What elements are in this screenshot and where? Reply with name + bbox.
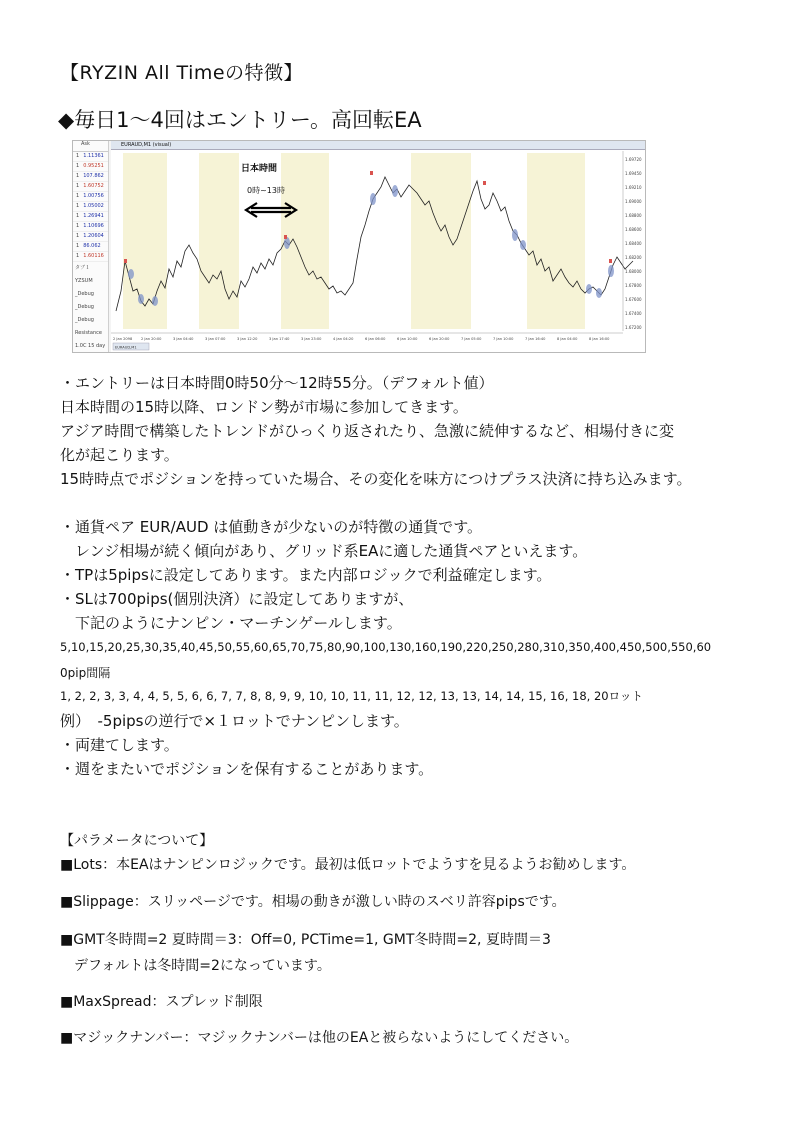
grid-interval-list: 5,10,15,20,25,30,35,40,45,50,55,60,65,70,75,80,90,100,130,160,190,220,250,280,310,350,400,450,500,550,60 <box>60 640 712 654</box>
svg-text:6 Jan 06:00: 6 Jan 06:00 <box>365 337 386 341</box>
svg-text:EURAUD,M1: EURAUD,M1 <box>115 345 137 350</box>
svg-text:8 Jan 04:00: 8 Jan 04:00 <box>557 337 578 341</box>
svg-text:1.68400: 1.68400 <box>625 241 642 246</box>
chart-screenshot <box>72 140 646 353</box>
param-slippage: ■Slippage：スリッページです。相場の動きが激しい時のスベリ許容pipsです。 <box>60 894 566 910</box>
svg-text:1.68200: 1.68200 <box>625 255 642 260</box>
svg-text:1.68000: 1.68000 <box>625 269 642 274</box>
chart-window-title: EURAUD,M1 (visual) <box>111 141 645 150</box>
annotation-range: 0時~13時 <box>247 186 285 195</box>
svg-text:7 Jan 16:40: 7 Jan 16:40 <box>525 337 546 341</box>
svg-text:6 Jan 20:00: 6 Jan 20:00 <box>429 337 450 341</box>
svg-text:1.69210: 1.69210 <box>625 185 642 190</box>
svg-text:8 Jan 16:00: 8 Jan 16:00 <box>589 337 610 341</box>
body-line: ・エントリーは日本時間0時50分〜12時55分。（デフォルト値） <box>60 374 494 392</box>
body-line: 下記のようにナンピン・マーチンゲールします。 <box>60 614 402 632</box>
svg-text:1.67800: 1.67800 <box>625 283 642 288</box>
section-heading: ◆毎日1〜4回はエントリー。高回転EA <box>58 108 422 132</box>
page-title: 【RYZIN All Timeの特徴】 <box>60 62 304 84</box>
svg-text:2 Jan 2098: 2 Jan 2098 <box>113 337 133 341</box>
svg-text:7 Jan 05:00: 7 Jan 05:00 <box>461 337 482 341</box>
svg-text:7 Jan 10:00: 7 Jan 10:00 <box>493 337 514 341</box>
svg-text:3 Jan 07:00: 3 Jan 07:00 <box>205 337 226 341</box>
svg-text:3 Jan 04:40: 3 Jan 04:40 <box>173 337 194 341</box>
svg-text:3 Jan 12:20: 3 Jan 12:20 <box>237 337 258 341</box>
annotation-title: 日本時間 <box>241 164 278 174</box>
param-lots: ■Lots：本EAはナンピンロジックです。最初は低ロットでようすを見るようお勧めします。 <box>60 857 636 873</box>
param-gmt-default: デフォルトは冬時間=2になっています。 <box>60 958 331 974</box>
svg-text:1.68800: 1.68800 <box>625 213 642 218</box>
body-line: 日本時間の15時以降、ロンドン勢が市場に参加してきます。 <box>60 398 468 416</box>
svg-text:1.68600: 1.68600 <box>625 227 642 232</box>
body-line: ・通貨ペア EUR/AUD は値動きが少ないのが特徴の通貨です。 <box>60 518 483 536</box>
body-line: レンジ相場が続く傾向があり、グリッド系EAに適した通貨ペアといえます。 <box>60 542 588 560</box>
svg-text:1.69000: 1.69000 <box>625 199 642 204</box>
body-line: ・両建てします。 <box>60 736 179 754</box>
body-line: 化が起こります。 <box>60 446 179 464</box>
market-watch-panel: Ask 1 1.11361 1 0.95251 1 107.862 1 1.60752 1 1.00756 1 1.05002 1 1.26941 1 1.10696 1 1.20604 1 86.062 1 1.60116 タブ１ YZSUM _Debug _Debug _Debug Resistance 1.0C 15 day <box>73 141 109 352</box>
svg-text:1.69450: 1.69450 <box>625 171 642 176</box>
grid-interval-unit: 0pip間隔 <box>60 666 111 680</box>
params-heading: 【パラメータについて】 <box>60 833 214 849</box>
svg-text:3 Jan 17:40: 3 Jan 17:40 <box>269 337 290 341</box>
body-line: ・週をまたいでポジションを保有することがあります。 <box>60 760 434 778</box>
lot-sequence-list: 1, 2, 2, 3, 3, 4, 4, 5, 5, 6, 6, 7, 7, 8, 8, 9, 9, 10, 10, 11, 11, 12, 12, 13, 13, 14, 14, 15, 16, 18, 20ロット <box>60 689 643 703</box>
param-gmt: ■GMT冬時間=2 夏時間＝3：Off=0, PCTime=1, GMT冬時間=2, 夏時間＝3 <box>60 932 551 948</box>
svg-text:1.69720: 1.69720 <box>625 157 642 162</box>
body-line: ・TPは5pipsに設定してあります。また内部ロジックで利益確定します。 <box>60 566 552 584</box>
svg-text:3 Jan 23:00: 3 Jan 23:00 <box>301 337 322 341</box>
svg-text:4 Jan 04:20: 4 Jan 04:20 <box>333 337 354 341</box>
param-maxspread: ■MaxSpread：スプレッド制限 <box>60 994 263 1010</box>
body-line: 例） -5pipsの逆行で×１ロットでナンピンします。 <box>60 712 409 730</box>
svg-text:6 Jan 10:00: 6 Jan 10:00 <box>397 337 418 341</box>
svg-text:1.67200: 1.67200 <box>625 325 642 330</box>
body-line: アジア時間で構築したトレンドがひっくり返されたり、急激に続伸するなど、相場付きに変 <box>60 422 675 440</box>
body-line: ・SLは700pips(個別決済）に設定してありますが、 <box>60 590 414 608</box>
price-chart <box>111 141 645 352</box>
svg-text:1.67600: 1.67600 <box>625 297 642 302</box>
svg-text:2 Jan 20:00: 2 Jan 20:00 <box>141 337 162 341</box>
body-line: 15時時点でポジションを持っていた場合、その変化を味方につけプラス決済に持ち込みます。 <box>60 470 692 488</box>
svg-text:1.67400: 1.67400 <box>625 311 642 316</box>
param-magic-number: ■マジックナンバー：マジックナンバーは他のEAと被らないようにしてください。 <box>60 1030 579 1046</box>
